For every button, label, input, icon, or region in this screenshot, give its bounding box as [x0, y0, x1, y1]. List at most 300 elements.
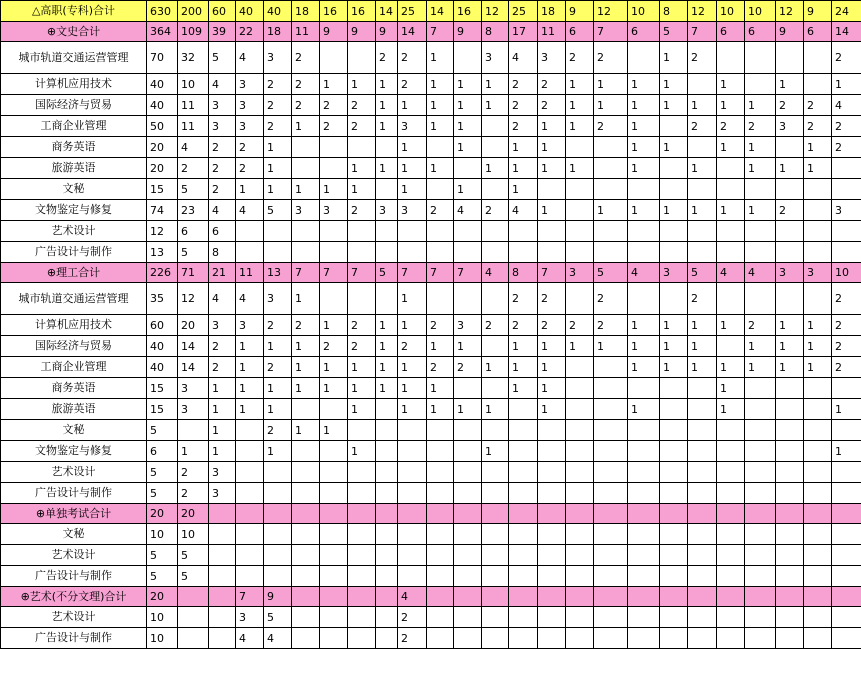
table-cell: 1 [688, 95, 717, 116]
table-cell: 40 [236, 1, 264, 22]
table-cell: 1 [745, 158, 776, 179]
table-cell [320, 566, 348, 587]
table-cell: 1 [454, 95, 482, 116]
table-cell: 364 [147, 22, 178, 42]
table-cell: 1 [348, 441, 376, 462]
table-cell: 8 [482, 22, 509, 42]
table-cell [376, 545, 398, 566]
table-cell: 1 [745, 95, 776, 116]
table-cell [594, 628, 628, 649]
table-cell [717, 524, 745, 545]
table-cell: 1 [454, 336, 482, 357]
table-cell: 12 [688, 1, 717, 22]
table-cell [320, 441, 348, 462]
table-cell: 5 [594, 263, 628, 283]
table-cell [292, 607, 320, 628]
table-cell: 1 [320, 179, 348, 200]
table-cell [717, 607, 745, 628]
table-cell: 1 [264, 336, 292, 357]
table-cell [717, 545, 745, 566]
table-row [1, 628, 861, 649]
table-cell: 1 [717, 378, 745, 399]
table-cell [832, 420, 861, 441]
table-cell: 4 [236, 42, 264, 74]
table-cell [594, 566, 628, 587]
table-cell: 2 [398, 74, 427, 95]
table-cell: 1 [594, 74, 628, 95]
table-cell: 3 [376, 200, 398, 221]
table-cell [292, 587, 320, 607]
row-label: 广告设计与制作 [1, 628, 147, 649]
table-cell [566, 545, 594, 566]
table-cell [376, 283, 398, 315]
table-cell: 9 [454, 22, 482, 42]
table-cell [427, 137, 454, 158]
table-cell [509, 587, 538, 607]
table-cell: 2 [292, 95, 320, 116]
table-cell: 2 [348, 116, 376, 137]
table-cell: 1 [538, 116, 566, 137]
table-cell: 2 [509, 315, 538, 336]
table-cell [236, 462, 264, 483]
table-cell: 2 [264, 357, 292, 378]
table-cell [482, 607, 509, 628]
table-cell: 5 [688, 263, 717, 283]
table-cell: 1 [566, 336, 594, 357]
table-cell [538, 179, 566, 200]
table-cell: 74 [147, 200, 178, 221]
table-cell [398, 566, 427, 587]
table-cell [376, 221, 398, 242]
table-cell: 1 [688, 336, 717, 357]
table-cell [236, 221, 264, 242]
table-cell: 2 [776, 200, 804, 221]
table-cell [832, 607, 861, 628]
table-cell: 2 [209, 179, 236, 200]
table-cell: 11 [178, 116, 209, 137]
table-cell: 2 [745, 116, 776, 137]
table-cell [776, 283, 804, 315]
table-cell [566, 628, 594, 649]
table-cell: 5 [147, 483, 178, 504]
table-cell: 2 [688, 42, 717, 74]
table-cell: 2 [292, 315, 320, 336]
table-cell [660, 242, 688, 263]
table-cell [538, 221, 566, 242]
table-cell: 1 [594, 336, 628, 357]
table-cell: 5 [147, 420, 178, 441]
table-cell [717, 483, 745, 504]
table-cell: 1 [688, 357, 717, 378]
table-cell [538, 483, 566, 504]
table-cell: 40 [147, 74, 178, 95]
table-cell [454, 504, 482, 524]
table-cell: 2 [509, 95, 538, 116]
table-cell [482, 242, 509, 263]
table-cell: 1 [427, 95, 454, 116]
table-cell [509, 524, 538, 545]
table-cell [660, 158, 688, 179]
table-cell [745, 607, 776, 628]
table-cell: 60 [147, 315, 178, 336]
table-cell: 11 [538, 22, 566, 42]
table-cell [804, 628, 832, 649]
table-cell: 11 [236, 263, 264, 283]
row-label: 城市轨道交通运营管理 [1, 283, 147, 315]
table-cell [427, 179, 454, 200]
table-cell: 7 [320, 263, 348, 283]
table-cell: 1 [628, 74, 660, 95]
table-cell: 2 [292, 74, 320, 95]
row-label: △高职(专科)合计 [1, 1, 147, 22]
table-cell: 2 [209, 336, 236, 357]
table-cell [509, 399, 538, 420]
table-cell: 2 [320, 336, 348, 357]
table-row [1, 399, 861, 420]
table-row [1, 200, 861, 221]
table-cell [660, 399, 688, 420]
table-cell [566, 587, 594, 607]
table-cell: 1 [236, 336, 264, 357]
table-cell [427, 283, 454, 315]
table-cell [745, 545, 776, 566]
table-cell [454, 462, 482, 483]
table-cell [348, 504, 376, 524]
table-cell [398, 462, 427, 483]
table-cell [454, 158, 482, 179]
table-cell [628, 378, 660, 399]
table-cell: 1 [660, 357, 688, 378]
table-cell [804, 42, 832, 74]
table-cell [745, 628, 776, 649]
table-cell: 6 [147, 441, 178, 462]
table-cell: 3 [236, 95, 264, 116]
table-cell [178, 628, 209, 649]
table-cell: 10 [147, 524, 178, 545]
table-cell: 1 [660, 137, 688, 158]
table-cell [832, 179, 861, 200]
table-cell: 35 [147, 283, 178, 315]
table-cell: 1 [776, 315, 804, 336]
row-label: 计算机应用技术 [1, 315, 147, 336]
table-cell: 1 [427, 158, 454, 179]
table-cell: 1 [538, 357, 566, 378]
table-cell [376, 504, 398, 524]
table-cell: 1 [427, 116, 454, 137]
table-cell: 1 [482, 74, 509, 95]
table-cell [688, 483, 717, 504]
table-cell [376, 628, 398, 649]
table-cell: 1 [482, 95, 509, 116]
row-label: 广告设计与制作 [1, 242, 147, 263]
table-cell: 1 [376, 95, 398, 116]
table-row [1, 315, 861, 336]
table-cell: 2 [398, 336, 427, 357]
group-total-row [1, 504, 861, 524]
table-cell: 5 [147, 462, 178, 483]
group-total-row [1, 22, 861, 42]
table-cell: 1 [427, 399, 454, 420]
table-cell [320, 42, 348, 74]
table-cell: 1 [745, 200, 776, 221]
table-cell: 9 [376, 22, 398, 42]
table-cell: 4 [454, 200, 482, 221]
table-cell: 3 [776, 116, 804, 137]
table-cell [482, 524, 509, 545]
table-cell [776, 441, 804, 462]
table-cell: 3 [776, 263, 804, 283]
table-cell: 1 [628, 336, 660, 357]
table-cell: 1 [717, 137, 745, 158]
row-label: 城市轨道交通运营管理 [1, 42, 147, 74]
table-cell [348, 607, 376, 628]
table-row [1, 462, 861, 483]
table-cell: 1 [776, 158, 804, 179]
table-cell [398, 545, 427, 566]
table-cell [566, 441, 594, 462]
table-cell [660, 628, 688, 649]
table-cell [538, 242, 566, 263]
table-cell: 1 [482, 357, 509, 378]
table-row [1, 116, 861, 137]
row-label: 工商企业管理 [1, 116, 147, 137]
table-cell [538, 441, 566, 462]
row-label: 文秘 [1, 420, 147, 441]
table-cell: 1 [348, 357, 376, 378]
table-cell: 7 [538, 263, 566, 283]
table-cell: 1 [509, 158, 538, 179]
table-cell: 1 [660, 336, 688, 357]
table-cell: 1 [538, 137, 566, 158]
table-cell [628, 179, 660, 200]
table-row [1, 607, 861, 628]
table-cell [594, 587, 628, 607]
table-cell [717, 336, 745, 357]
table-cell: 1 [398, 378, 427, 399]
table-cell [209, 607, 236, 628]
table-cell [804, 378, 832, 399]
table-cell: 1 [178, 441, 209, 462]
table-cell: 2 [832, 357, 861, 378]
table-cell: 7 [594, 22, 628, 42]
table-cell: 3 [209, 116, 236, 137]
table-cell [804, 420, 832, 441]
table-cell: 2 [427, 315, 454, 336]
table-cell [509, 483, 538, 504]
table-cell [594, 545, 628, 566]
table-cell: 2 [178, 158, 209, 179]
table-cell: 2 [264, 116, 292, 137]
table-cell [594, 483, 628, 504]
table-cell: 9 [804, 1, 832, 22]
table-cell: 1 [376, 116, 398, 137]
table-cell: 9 [264, 587, 292, 607]
table-cell [376, 441, 398, 462]
table-row [1, 221, 861, 242]
table-cell [776, 221, 804, 242]
table-cell [482, 566, 509, 587]
table-cell [427, 628, 454, 649]
table-cell [660, 483, 688, 504]
table-cell [566, 420, 594, 441]
table-cell [660, 179, 688, 200]
table-cell: 1 [398, 283, 427, 315]
table-cell: 2 [688, 116, 717, 137]
table-cell: 6 [745, 22, 776, 42]
table-cell [320, 221, 348, 242]
row-label: 广告设计与制作 [1, 566, 147, 587]
table-cell: 1 [236, 378, 264, 399]
table-cell: 2 [482, 315, 509, 336]
table-cell: 4 [209, 74, 236, 95]
table-cell: 3 [209, 95, 236, 116]
table-cell: 5 [376, 263, 398, 283]
table-cell [320, 524, 348, 545]
table-cell: 9 [348, 22, 376, 42]
table-cell [454, 221, 482, 242]
table-cell: 3 [178, 399, 209, 420]
table-cell [628, 504, 660, 524]
table-cell [776, 462, 804, 483]
table-cell [264, 221, 292, 242]
table-cell [454, 628, 482, 649]
table-cell [320, 283, 348, 315]
table-cell: 630 [147, 1, 178, 22]
table-cell: 1 [509, 378, 538, 399]
table-cell: 1 [745, 137, 776, 158]
table-cell [209, 587, 236, 607]
row-label: 商务英语 [1, 137, 147, 158]
table-cell: 1 [454, 116, 482, 137]
table-cell: 1 [660, 42, 688, 74]
table-cell: 14 [832, 22, 861, 42]
table-cell: 1 [804, 158, 832, 179]
table-cell: 22 [236, 22, 264, 42]
table-cell: 1 [717, 74, 745, 95]
row-label: 艺术设计 [1, 545, 147, 566]
table-cell [717, 420, 745, 441]
table-cell [804, 483, 832, 504]
table-cell [398, 441, 427, 462]
table-cell [660, 587, 688, 607]
table-cell [776, 242, 804, 263]
table-cell [482, 628, 509, 649]
table-cell [804, 283, 832, 315]
table-row [1, 483, 861, 504]
table-cell: 11 [178, 95, 209, 116]
table-cell [745, 42, 776, 74]
table-cell: 1 [398, 357, 427, 378]
table-cell: 13 [264, 263, 292, 283]
table-cell [398, 420, 427, 441]
table-cell [348, 137, 376, 158]
table-cell: 3 [398, 116, 427, 137]
table-cell: 1 [264, 399, 292, 420]
table-cell: 2 [538, 95, 566, 116]
table-cell [717, 504, 745, 524]
table-cell [538, 607, 566, 628]
table-cell: 226 [147, 263, 178, 283]
table-cell: 2 [594, 315, 628, 336]
table-cell: 1 [594, 200, 628, 221]
table-row [1, 242, 861, 263]
table-cell [292, 628, 320, 649]
table-cell [427, 545, 454, 566]
table-cell [745, 483, 776, 504]
table-cell [776, 378, 804, 399]
table-cell: 20 [147, 504, 178, 524]
table-cell: 4 [209, 283, 236, 315]
table-cell: 5 [147, 545, 178, 566]
table-cell [178, 587, 209, 607]
table-cell: 3 [209, 315, 236, 336]
table-cell: 18 [538, 1, 566, 22]
table-cell [482, 545, 509, 566]
table-cell: 3 [178, 378, 209, 399]
table-cell: 1 [264, 158, 292, 179]
table-cell [594, 462, 628, 483]
table-cell: 1 [482, 441, 509, 462]
table-cell: 2 [832, 336, 861, 357]
table-cell: 1 [398, 315, 427, 336]
table-row [1, 441, 861, 462]
table-cell: 14 [178, 357, 209, 378]
table-cell [594, 179, 628, 200]
table-cell [745, 524, 776, 545]
table-cell [454, 378, 482, 399]
table-cell: 2 [832, 315, 861, 336]
table-cell: 9 [566, 1, 594, 22]
table-cell [628, 420, 660, 441]
table-cell [236, 420, 264, 441]
table-cell: 2 [376, 42, 398, 74]
table-cell [717, 179, 745, 200]
table-cell: 2 [427, 200, 454, 221]
table-cell [688, 420, 717, 441]
table-cell: 14 [398, 22, 427, 42]
table-cell: 2 [832, 42, 861, 74]
table-cell [236, 524, 264, 545]
table-cell: 12 [776, 1, 804, 22]
table-cell [776, 137, 804, 158]
table-cell: 1 [292, 420, 320, 441]
table-cell: 1 [348, 158, 376, 179]
table-cell [482, 336, 509, 357]
table-cell [745, 378, 776, 399]
row-label: 广告设计与制作 [1, 483, 147, 504]
table-cell [509, 242, 538, 263]
table-cell [454, 545, 482, 566]
table-cell: 1 [398, 399, 427, 420]
table-cell [776, 179, 804, 200]
group-total-row [1, 263, 861, 283]
table-cell [348, 587, 376, 607]
table-cell: 25 [509, 1, 538, 22]
table-row [1, 524, 861, 545]
table-cell: 1 [482, 399, 509, 420]
table-cell: 5 [147, 566, 178, 587]
table-cell [660, 441, 688, 462]
table-cell: 4 [482, 263, 509, 283]
table-cell [717, 566, 745, 587]
table-row [1, 378, 861, 399]
table-cell [832, 524, 861, 545]
table-cell [427, 483, 454, 504]
table-cell: 1 [509, 179, 538, 200]
table-cell: 2 [538, 283, 566, 315]
table-cell [804, 399, 832, 420]
table-cell [482, 587, 509, 607]
